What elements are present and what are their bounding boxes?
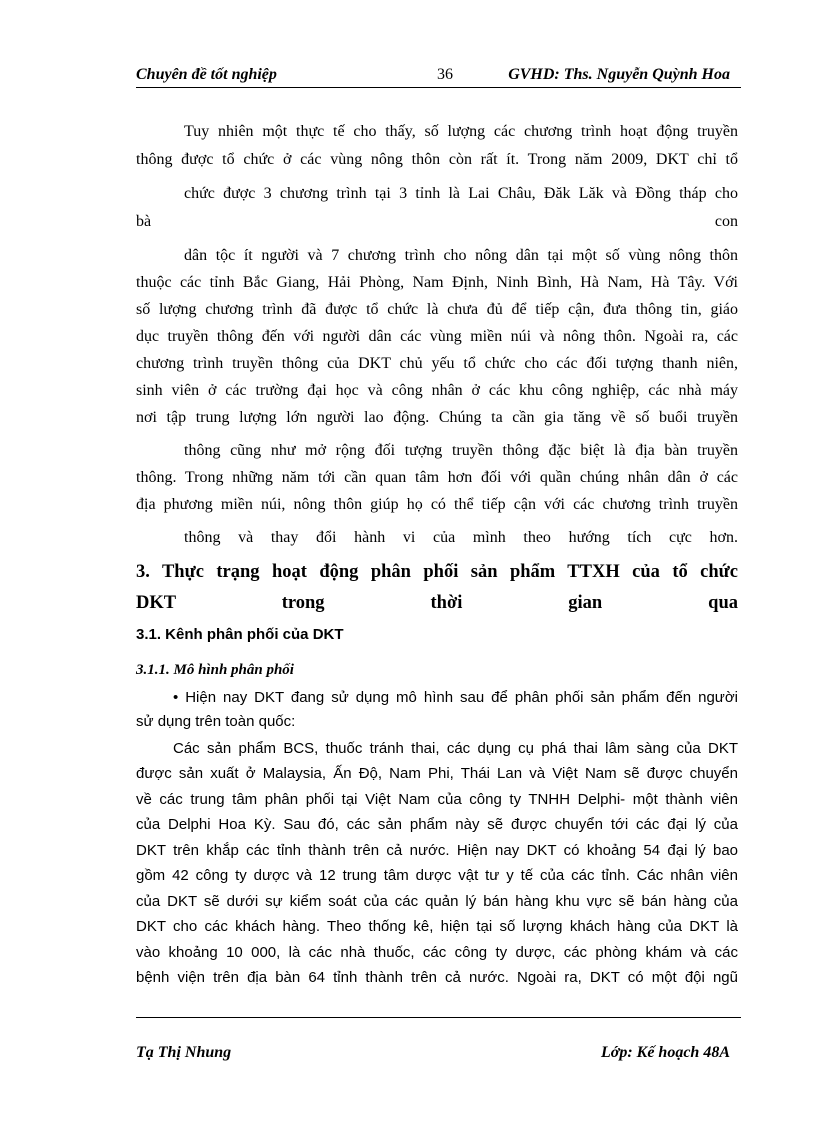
body-line: Tuy nhiên một thực tế cho thấy, số lượng các chương trình hoạt động truyền xyxy=(184,123,738,140)
body-line: thông và thay đổi hành vi của mình theo hướng tích cực hơn. xyxy=(184,529,738,546)
body-line: bà xyxy=(136,213,152,230)
body-line: thông cũng như mở rộng đối tượng truyền thông đặc biệt là địa bàn truyền xyxy=(184,442,738,459)
header-supervisor: GVHD: Ths. Nguyễn Quỳnh Hoa xyxy=(508,66,730,83)
body-line: sử dụng trên toàn quốc: xyxy=(136,713,296,730)
body-line: DKT trên khắp các tỉnh thành trên cả nước. Hiện nay DKT có khoảng 54 đại lý bao xyxy=(136,842,738,859)
body-line: số lượng chương trình đã được tổ chức là chưa đủ để tiếp cận, đưa thông tin, giáo xyxy=(136,301,738,318)
subsection-heading: 3.1. Kênh phân phối của DKT xyxy=(136,626,344,643)
body-line: bệnh viện trên địa bàn 64 tỉnh thành trên cả nước. Ngoài ra, DKT có một đội ngũ xyxy=(136,969,738,986)
body-line: của DKT sẽ dưới sự kiểm soát của các quản lý bán hàng khu vực sẽ bán hàng của xyxy=(136,893,738,910)
body-line: chương trình truyền thông của DKT chủ yếu tổ chức cho các đối tượng thanh niên, xyxy=(136,355,738,372)
section-heading: 3. Thực trạng hoạt động phân phối sản phẩm TTXH của tổ chức xyxy=(136,562,738,582)
subsubsection-heading: 3.1.1. Mô hình phân phối xyxy=(136,662,294,678)
section-heading: DKT trong thời gian qua xyxy=(136,593,738,613)
header-title: Chuyên đề tốt nghiệp xyxy=(136,66,277,83)
body-line: DKT cho các khách hàng. Theo thống kê, hiện tại số lượng khách hàng của DKT là xyxy=(136,918,738,935)
body-line: gồm 42 công ty dược và 12 trung tâm dược vật tư y tế của các tỉnh. Các nhân viên xyxy=(136,867,738,884)
body-line: nơi tập trung lượng lớn người lao động. Chúng ta cần gia tăng về số buổi truyền xyxy=(136,409,738,426)
footer-author: Tạ Thị Nhung xyxy=(136,1044,232,1061)
body-line: về các trung tâm phân phối tại Việt Nam của công ty TNHH Delphi- một thành viên xyxy=(136,791,738,808)
footer-class: Lớp: Kế hoạch 48A xyxy=(600,1044,730,1061)
page-header xyxy=(136,62,740,86)
body-line: con xyxy=(714,213,738,230)
body-line: Các sản phẩm BCS, thuốc tránh thai, các dụng cụ phá thai lâm sàng của DKT xyxy=(173,740,738,757)
body-line: của Delphi Hoa Kỳ. Sau đó, các sản phẩm này sẽ được chuyển tới các đại lý của xyxy=(136,816,738,833)
body-line: thuộc các tỉnh Bắc Giang, Hải Phòng, Nam Định, Ninh Bình, Hà Nam, Hà Tây. Với xyxy=(136,274,738,291)
body-line: được sản xuất ở Malaysia, Ấn Độ, Nam Phi, Thái Lan và Việt Nam sẽ được chuyển xyxy=(136,765,738,782)
header-rule xyxy=(136,87,741,88)
body-line: dân tộc ít người và 7 chương trình cho nông dân tại một số vùng nông thôn xyxy=(184,247,738,264)
body-line: địa phương miền núi, nông thôn giúp họ có thể tiếp cận với các chương trình truyền xyxy=(136,496,738,513)
body-line: vào khoảng 10 000, là các nhà thuốc, các công ty dược, các phòng khám và các xyxy=(136,944,738,961)
body-line: chức được 3 chương trình tại 3 tỉnh là Lai Châu, Đăk Lăk và Đồng tháp cho xyxy=(184,185,738,202)
body-line: sinh viên ở các trường đại học và công nhân ở các khu công nghiệp, các nhà máy xyxy=(136,382,738,399)
body-line: thông. Trong những năm tới cần quan tâm hơn đối với quần chúng nhân dân ở các xyxy=(136,469,738,486)
footer-rule xyxy=(136,1017,741,1018)
body-line: dục truyền thông đến với người dân các vùng miền núi và nông thôn. Ngoài ra, các xyxy=(136,328,738,345)
bullet-item: • Hiện nay DKT đang sử dụng mô hình sau để phân phối sản phẩm đến người xyxy=(173,689,738,706)
page-number: 36 xyxy=(437,66,453,83)
body-line: thông được tổ chức ở các vùng nông thôn còn rất ít. Trong năm 2009, DKT chỉ tổ xyxy=(136,151,738,168)
